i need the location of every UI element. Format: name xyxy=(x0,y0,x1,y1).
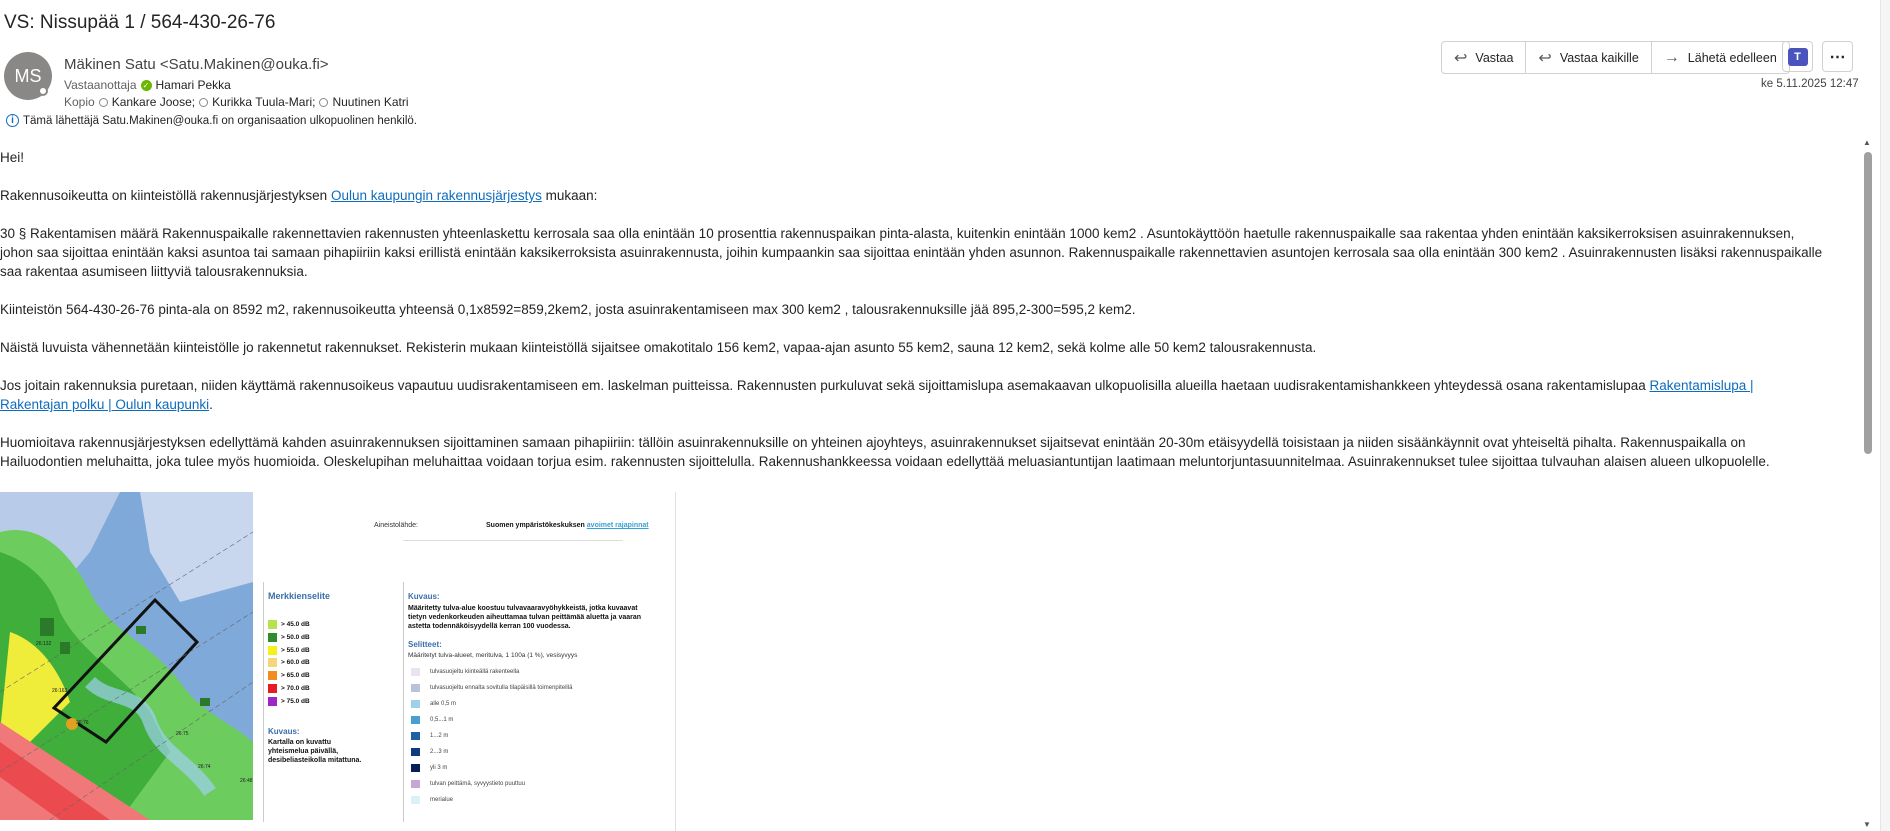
noise-map-image xyxy=(0,492,253,820)
flood-legend-item xyxy=(411,700,456,708)
flood-legend-item xyxy=(411,780,525,788)
recipient-to-0[interactable]: Hamari Pekka xyxy=(155,78,231,92)
noise-desc-0: Kartalla on kuvattu xyxy=(268,739,332,746)
legend-label: 2...3 m xyxy=(430,749,449,755)
legend-swatch xyxy=(411,668,420,676)
noise-legend-item xyxy=(268,658,310,667)
email-subject: VS: Nissupää 1 / 564-430-26-76 xyxy=(4,12,276,33)
legend-swatch xyxy=(411,780,420,788)
legend-swatch xyxy=(268,658,277,667)
legend-swatch xyxy=(268,633,277,642)
legend-label: yli 3 m xyxy=(430,765,448,771)
body-paragraph xyxy=(0,433,1855,471)
legend-label: > 50.0 dB xyxy=(281,633,310,641)
teams-icon: T xyxy=(1788,48,1808,66)
rakennusjarjestys-link[interactable]: Oulun kaupungin rakennusjärjestys xyxy=(330,188,542,203)
to-row xyxy=(64,78,231,92)
flood-desc-title: Kuvaus: xyxy=(408,592,440,601)
legend-label: tulvasuojeltu kiinteällä rakenteella xyxy=(430,669,520,675)
flood-desc-0: Määritetty tulva-alue koostuu tulvavaaravyöhykkeistä, jotka kuvaavat xyxy=(408,605,638,612)
noise-legend-item xyxy=(268,646,310,655)
flood-desc-1: tietyn vedenkorkeuden aiheuttamaa tulvan peittämää aluetta ja vaaran xyxy=(408,614,642,621)
legend-label: merialue xyxy=(430,797,454,803)
legend-swatch xyxy=(268,671,277,680)
map-label: 26:48 xyxy=(240,778,253,784)
body-text: Rakennusoikeutta on kiinteistöllä rakennusjärjestyksen xyxy=(0,188,331,203)
legend-label: alle 0,5 m xyxy=(430,701,457,707)
available-presence-icon: ✓ xyxy=(141,80,152,91)
recipient-cc-0[interactable]: Kankare Joose; xyxy=(111,95,196,109)
rakentamislupa-link[interactable]: Rakentamislupa | xyxy=(1649,378,1754,393)
map-label: 26:75 xyxy=(176,731,189,737)
legend-swatch xyxy=(411,716,420,724)
flood-legend-item xyxy=(411,716,453,724)
offline-presence-icon xyxy=(319,98,328,107)
legend-label: 0,5...1 m xyxy=(430,717,454,723)
legend-label: > 65.0 dB xyxy=(281,672,310,680)
body-text: johon saa sijoittaa enintään kaksi asuntoa tai samaan pihapiiriin kaksi erillistä enintään kaksikerroksista asuinrakennusta, joihin kumpaankin saa sijoittaa enintään yhden asunnon. Rakennuspaikalle rakennettavien asuntojen kerrosala saa olla enintään 300 kem2 . Asuinrakennusten lisäksi rakennuspaikalle xyxy=(0,245,1823,260)
body-paragraph: Kiinteistön 564-430-26-76 pinta-ala on 8592 m2, rakennusoikeutta yhteensä 0,1x8592=859,2kem2, josta asuinrakentamiseen max 300 kem2 , talousrakennuksille jää 895,2-300=595,2 kem2. xyxy=(0,302,1136,317)
noise-legend-item xyxy=(268,633,310,642)
legend-label: 1...2 m xyxy=(430,733,449,739)
legend-swatch xyxy=(268,684,277,693)
flood-legend-item xyxy=(411,796,453,804)
reply-icon: ↩ xyxy=(1454,49,1468,67)
recipient-cc-2[interactable]: Nuutinen Katri xyxy=(332,95,409,109)
flood-legend-item xyxy=(411,684,572,692)
flood-sel-title: Selitteet: xyxy=(408,640,442,649)
reply-actions xyxy=(1441,41,1790,74)
flood-legend-item xyxy=(411,668,519,676)
source-value xyxy=(486,521,649,530)
source-label: Aineistolähde: xyxy=(374,522,418,529)
legend-label: tulvasuojeltu ennalta sovitulla tilapäisillä toimenpiteillä xyxy=(430,685,573,691)
legend-swatch xyxy=(411,796,420,804)
external-sender-notice xyxy=(6,114,417,127)
noise-legend-item xyxy=(268,620,310,629)
legend-label: tulvan peittämä, syvyystieto puuttuu xyxy=(430,781,526,787)
rakentajan-polku-link[interactable]: Rakentajan polku | Oulun kaupunki xyxy=(0,397,210,412)
scrollbar-thumb[interactable] xyxy=(1864,152,1872,454)
noise-legend-item xyxy=(268,697,310,706)
legend-swatch xyxy=(268,620,277,629)
legend-label: > 45.0 dB xyxy=(281,621,310,628)
flood-desc-2: astetta todennäköisyydellä kerran 100 vuodessa. xyxy=(408,623,571,630)
legend-swatch xyxy=(268,697,277,706)
scroll-up-icon[interactable]: ▲ xyxy=(1863,138,1871,147)
body-text: Jos joitain rakennuksia puretaan, niiden käyttämä rakennusoikeus vapautuu uudisrakentamiseen em. laskelman puitteissa. Rakennusten purkuluvat sekä sijoittamislupa asemakaavan ulkopuolisilla alueilla haetaan uudisrakentamishankkeen yhteydessä osana rakentamislupaa xyxy=(0,378,1650,393)
map-label: 26:76 xyxy=(76,720,89,726)
source-value-text: Suomen ympäristökeskuksen xyxy=(486,522,585,529)
noise-desc-title: Kuvaus: xyxy=(268,727,300,736)
body-text: . xyxy=(209,397,213,412)
legend-swatch xyxy=(411,764,420,772)
scroll-down-icon[interactable]: ▼ xyxy=(1863,820,1871,829)
legend-swatch xyxy=(411,748,420,756)
external-sender-text: Tämä lähettäjä Satu.Makinen@ouka.fi on organisaation ulkopuolinen henkilö. xyxy=(23,114,417,127)
forward-label: Lähetä edelleen xyxy=(1687,50,1777,65)
reply-all-icon: ↩ xyxy=(1538,49,1552,67)
sent-date: ke 5.11.2025 12:47 xyxy=(1761,78,1859,90)
reply-button[interactable] xyxy=(1442,42,1526,73)
body-paragraph xyxy=(0,376,1855,414)
map-label: 26:163 xyxy=(52,688,68,694)
body-text: 30 § Rakentamisen määrä Rakennuspaikalle rakennettavien rakennusten yhteenlaskettu kerrosala saa olla enintään 10 prosenttia rakennuspaikan pinta-alasta, kuitenkin enintään 1000 kem2 . Asuntokäyttöön haetulle rakennuspaikalle saa rakentaa yhden enintään kaksikerroksisen asuinrakennuksen, xyxy=(0,226,1795,241)
body-paragraph xyxy=(0,224,1855,281)
map-legend-image xyxy=(253,492,676,831)
noise-legend-item xyxy=(268,671,310,680)
cc-row xyxy=(64,95,409,109)
noise-legend-title: Merkkienselite xyxy=(268,591,331,601)
offline-presence-icon xyxy=(199,98,208,107)
map-label: 26:132 xyxy=(36,641,52,647)
legend-label: > 75.0 dB xyxy=(281,697,310,705)
body-text: Huomioitava rakennusjärjestyksen edellyttämä kahden asuinrakennuksen sijoittaminen samaan pihapiiriin: tällöin asuinrakennuksille on yhteinen ajoyhteys, asuinrakennukset sijaitsevat enintään 20-30m etäisyydellä toisistaan ja niiden sisäänkäynnit ovat yhteiseltä pihalta. Rakennuspaikalla on xyxy=(0,435,1746,450)
flood-legend-item xyxy=(411,764,447,772)
map-label: 26:74 xyxy=(198,764,211,770)
more-icon: ⋯ xyxy=(1829,48,1846,66)
body-text: saa rakentaa asumiseen liittyviä talousrakennuksia. xyxy=(0,264,308,279)
legend-swatch xyxy=(411,700,420,708)
flood-legend-item xyxy=(411,748,448,756)
recipient-cc-1[interactable]: Kurikka Tuula-Mari; xyxy=(212,95,316,109)
reply-label: Vastaa xyxy=(1475,50,1514,65)
legend-label: > 60.0 dB xyxy=(281,659,310,667)
legend-swatch xyxy=(411,684,420,692)
noise-desc-1: yhteismelua päivällä, xyxy=(268,748,339,755)
teams-button[interactable] xyxy=(1782,41,1813,72)
info-icon: i xyxy=(6,114,19,127)
source-link: avoimet rajapinnat xyxy=(586,522,649,529)
more-actions-button[interactable] xyxy=(1822,41,1853,72)
legend-swatch xyxy=(411,732,420,740)
body-greeting: Hei! xyxy=(0,150,25,165)
flood-legend-item xyxy=(411,732,448,740)
sender-name[interactable]: Mäkinen Satu <Satu.Makinen@ouka.fi> xyxy=(64,56,329,73)
noise-desc-2: desibeliasteikolla mitattuna. xyxy=(268,757,362,764)
flood-sel-sub: Määritetyt tulva-alueet, meritulva, 1 100a (1 %), vesisyvyys xyxy=(408,652,578,659)
to-label: Vastaanottaja xyxy=(64,78,137,92)
cc-label: Kopio xyxy=(64,95,95,109)
avatar-initials: MS xyxy=(14,65,42,86)
body-paragraph xyxy=(0,186,1855,205)
body-text: Hailuodontien meluhaitta, joka tulee myös huomioida. Oleskelupihan meluhaittaa voidaan torjua esim. rakennusten sijoittelulla. Rakennushankkeessa voidaan edellyttää meluasiantuntijan laatimaan meluntorjuntasuunnitelmaa. Asuinrakennukset tulee sijoittaa tulvauhan alaisen alueen ulkopuolelle. xyxy=(0,454,1770,469)
legend-swatch xyxy=(268,646,277,655)
reply-all-label: Vastaa kaikille xyxy=(1559,50,1639,65)
email-body xyxy=(0,148,1855,490)
legend-label: > 70.0 dB xyxy=(281,685,310,692)
presence-status-icon xyxy=(38,86,48,96)
legend-label: > 55.0 dB xyxy=(281,646,310,654)
noise-legend-item xyxy=(268,684,310,693)
reply-all-button[interactable] xyxy=(1526,42,1651,73)
body-paragraph: Näistä luvuista vähennetään kiinteistölle jo rakennetut rakennukset. Rekisterin mukaan kiinteistöllä sijaitsee omakotitalo 156 kem2, vapaa-ajan asunto 55 kem2, sauna 12 kem2, sekä kolme alle 50 kem2 talousrakennusta. xyxy=(0,340,1317,355)
forward-icon: → xyxy=(1663,48,1680,66)
forward-button[interactable] xyxy=(1652,42,1789,73)
body-text: mukaan: xyxy=(541,188,598,203)
window-edge xyxy=(1880,0,1890,831)
offline-presence-icon xyxy=(99,98,108,107)
